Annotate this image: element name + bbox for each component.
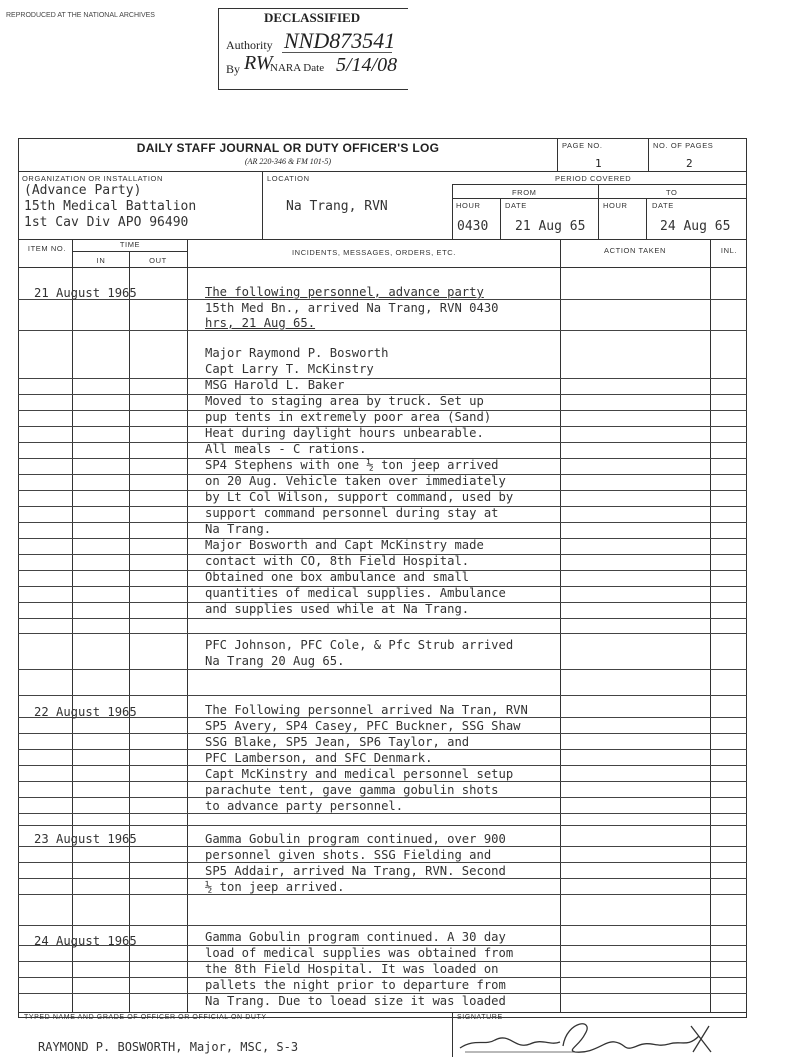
form-title: DAILY STAFF JOURNAL OR DUTY OFFICER'S LOG xyxy=(136,141,440,155)
org-label: ORGANIZATION OR INSTALLATION xyxy=(22,174,163,183)
page-no-value: 1 xyxy=(595,157,602,170)
page-no-label: PAGE NO. xyxy=(562,141,603,150)
journal-line: and supplies used while at Na Trang. xyxy=(205,602,470,616)
row-rule xyxy=(18,862,747,863)
from-hour-label: HOUR xyxy=(456,201,481,210)
journal-line: Na Trang 20 Aug 65. xyxy=(205,654,345,668)
col-time: TIME xyxy=(119,240,141,249)
journal-line: Na Trang. Due to loead size it was loaded xyxy=(205,994,506,1008)
journal-line: on 20 Aug. Vehicle taken over immediately xyxy=(205,474,506,488)
journal-line: All meals - C rations. xyxy=(205,442,367,456)
row-rule xyxy=(18,925,747,926)
journal-line: PFC Johnson, PFC Cole, & Pfc Strub arrived xyxy=(205,638,514,652)
journal-line: The following personnel, advance party xyxy=(205,285,484,299)
col-inl: INL. xyxy=(720,246,738,255)
row-rule xyxy=(18,442,747,443)
row-rule xyxy=(18,846,747,847)
row-rule xyxy=(18,878,747,879)
journal-line: Na Trang. xyxy=(205,522,272,536)
journal-line: SP5 Addair, arrived Na Trang, RVN. Second xyxy=(205,864,506,878)
journal-line: Capt Larry T. McKinstry xyxy=(205,362,374,376)
no-pages-label: NO. OF PAGES xyxy=(653,141,714,150)
journal-line: pallets the night prior to departure from xyxy=(205,978,506,992)
entry-date-4: 24 August 1965 xyxy=(34,934,137,948)
journal-line: hrs, 21 Aug 65. xyxy=(205,316,316,330)
journal-line: SP5 Avery, SP4 Casey, PFC Buckner, SSG Shaw xyxy=(205,719,521,733)
journal-line: SP4 Stephens with one ½ ton jeep arrived xyxy=(205,458,499,472)
row-rule xyxy=(18,813,747,814)
row-rule xyxy=(18,749,747,750)
authority-value: NND873541 xyxy=(284,28,396,53)
to-date-label: DATE xyxy=(652,201,674,210)
by-value: RW xyxy=(244,52,273,74)
journal-line: Major Raymond P. Bosworth xyxy=(205,346,389,360)
nara-date-label: NARA Date xyxy=(270,62,325,74)
journal-line: Moved to staging area by truck. Set up xyxy=(205,394,484,408)
row-rule xyxy=(18,330,747,331)
row-rule xyxy=(18,825,747,826)
org-line-1: (Advance Party) xyxy=(24,183,142,198)
from-date-label: DATE xyxy=(505,201,527,210)
org-line-2: 15th Medical Battalion xyxy=(24,199,197,214)
org-line-3: 1st Cav Div APO 96490 xyxy=(24,215,189,230)
row-rule xyxy=(18,522,747,523)
row-rule xyxy=(18,765,747,766)
typed-name-label: TYPED NAME AND GRADE OF OFFICER OR OFFICIAL ON DUTY xyxy=(24,1014,267,1021)
location-value: Na Trang, RVN xyxy=(286,199,388,214)
journal-line: the 8th Field Hospital. It was loaded on xyxy=(205,962,499,976)
journal-line: personnel given shots. SSG Fielding and xyxy=(205,848,492,862)
journal-line: by Lt Col Wilson, support command, used by xyxy=(205,490,514,504)
journal-line: contact with CO, 8th Field Hospital. xyxy=(205,554,470,568)
row-rule xyxy=(18,695,747,696)
journal-line: quantities of medical supplies. Ambulance xyxy=(205,586,506,600)
journal-line: Gamma Gobulin program continued. A 30 day xyxy=(205,930,506,944)
journal-line: parachute tent, gave gamma gobulin shots xyxy=(205,783,499,797)
journal-line: The Following personnel arrived Na Tran, RVN xyxy=(205,703,528,717)
journal-line: support command personnel during stay at xyxy=(205,506,499,520)
journal-line: Major Bosworth and Capt McKinstry made xyxy=(205,538,484,552)
journal-line: to advance party personnel. xyxy=(205,799,404,813)
signature-scribble xyxy=(455,1016,725,1056)
from-hour-value: 0430 xyxy=(457,219,489,234)
row-rule xyxy=(18,618,747,619)
col-incidents: INCIDENTS, MESSAGES, ORDERS, ETC. xyxy=(292,248,456,257)
entry-date-3: 23 August 1965 xyxy=(34,832,137,846)
journal-line: MSG Harold L. Baker xyxy=(205,378,345,392)
from-date-value: 21 Aug 65 xyxy=(515,219,586,234)
row-rule xyxy=(18,633,747,634)
journal-line: Heat during daylight hours unbearable. xyxy=(205,426,484,440)
row-rule xyxy=(18,378,747,379)
journal-line: Gamma Gobulin program continued, over 900 xyxy=(205,832,506,846)
col-out: OUT xyxy=(149,256,167,265)
to-date-value: 24 Aug 65 xyxy=(660,219,731,234)
journal-line: load of medical supplies was obtained from xyxy=(205,946,514,960)
form-subtitle: (AR 220-346 & FM 101-5) xyxy=(244,157,332,166)
journal-line: Obtained one box ambulance and small xyxy=(205,570,470,584)
authority-label: Authority xyxy=(226,38,273,52)
row-rule xyxy=(18,733,747,734)
journal-line: ½ ton jeep arrived. xyxy=(205,880,345,894)
date-value: 5/14/08 xyxy=(336,54,398,76)
journal-line: pup tents in extremely poor area (Sand) xyxy=(205,410,492,424)
declassified-label: DECLASSIFIED xyxy=(264,10,361,25)
row-rule xyxy=(18,894,747,895)
archive-note: REPRODUCED AT THE NATIONAL ARCHIVES xyxy=(6,12,155,19)
col-in: IN xyxy=(96,256,106,265)
period-label: PERIOD COVERED xyxy=(555,174,632,183)
location-label: LOCATION xyxy=(267,174,310,183)
col-action: ACTION TAKEN xyxy=(604,246,666,255)
journal-line: SSG Blake, SP5 Jean, SP6 Taylor, and xyxy=(205,735,470,749)
to-label: TO xyxy=(666,188,678,197)
entry-date-2: 22 August 1965 xyxy=(34,705,137,719)
journal-line: 15th Med Bn., arrived Na Trang, RVN 0430 xyxy=(205,301,499,315)
no-pages-value: 2 xyxy=(686,157,693,170)
by-label: By xyxy=(226,62,241,76)
to-hour-label: HOUR xyxy=(603,201,628,210)
entry-date-1: 21 August 1965 xyxy=(34,286,137,300)
col-item-no: ITEM NO. xyxy=(27,244,67,253)
row-rule xyxy=(18,781,747,782)
journal-line: Capt McKinstry and medical personnel setup xyxy=(205,767,514,781)
journal-line: PFC Lamberson, and SFC Denmark. xyxy=(205,751,433,765)
row-rule xyxy=(18,669,747,670)
from-label: FROM xyxy=(512,188,537,197)
row-rule xyxy=(18,797,747,798)
signature-label: SIGNATURE xyxy=(457,1014,503,1021)
typed-name-value: RAYMOND P. BOSWORTH, Major, MSC, S-3 xyxy=(38,1040,299,1054)
declassification-stamp xyxy=(218,8,408,90)
